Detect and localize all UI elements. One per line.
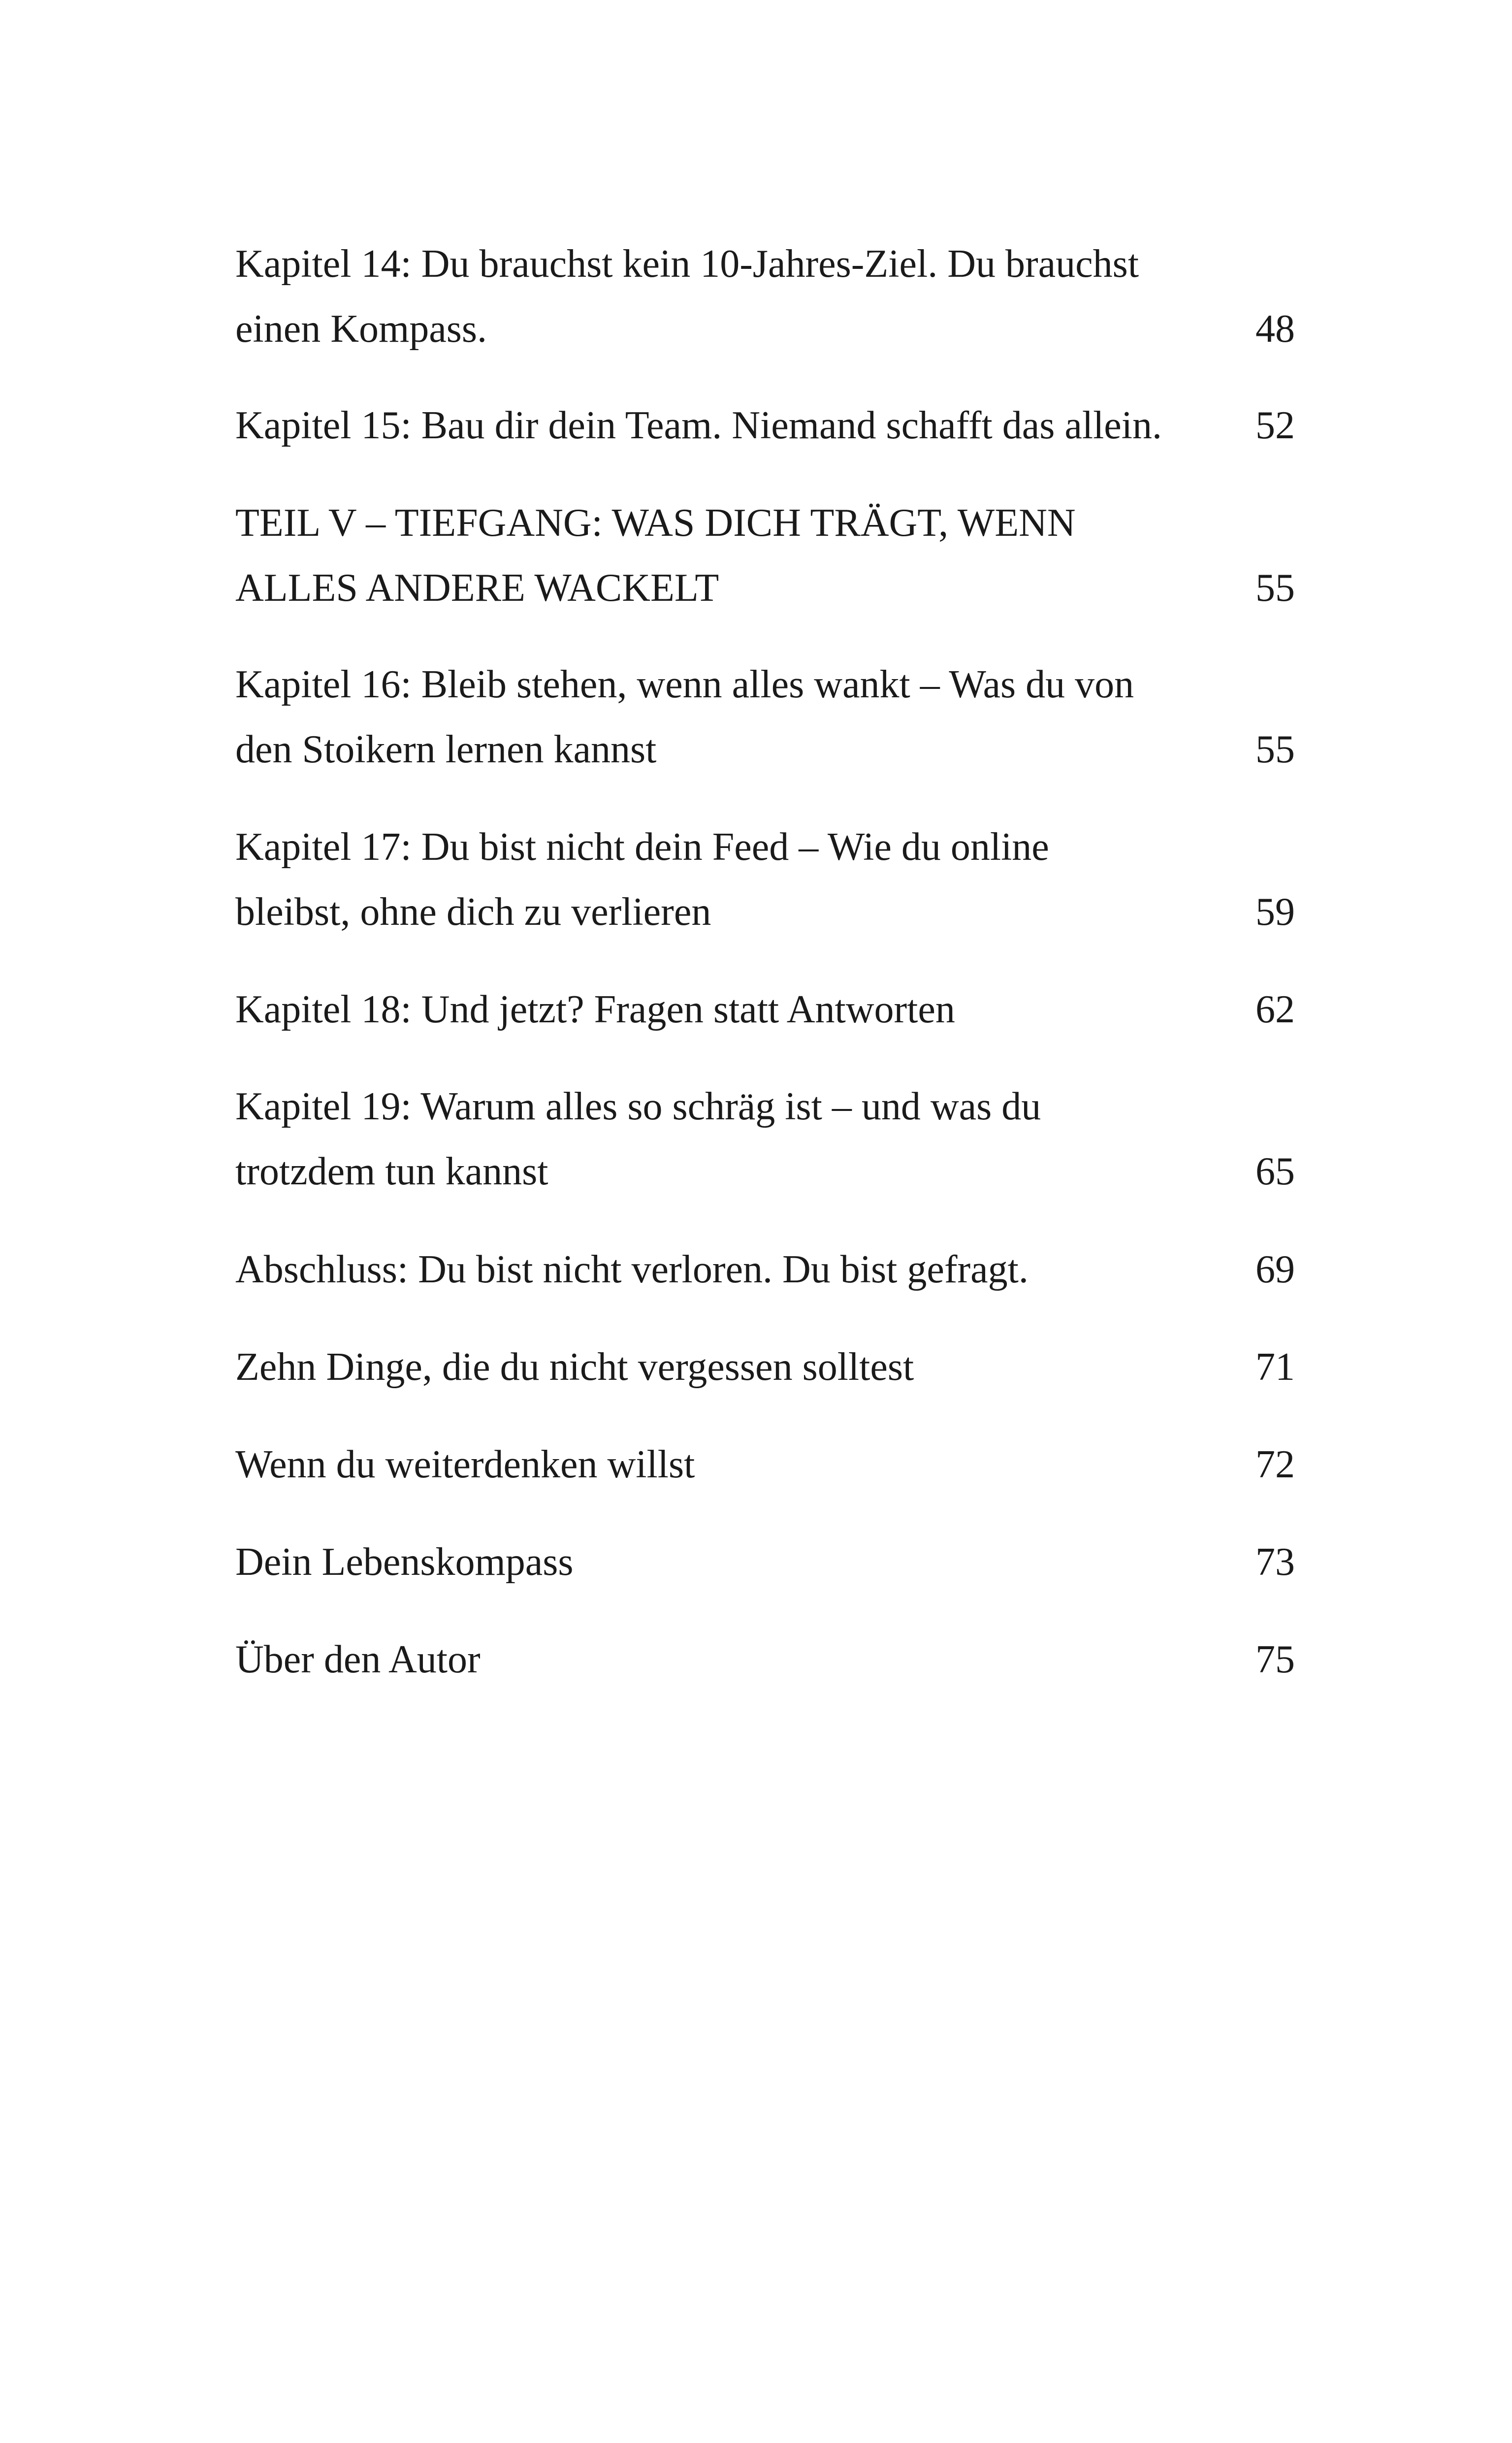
toc-entry-title: TEIL V – TIEFGANG: WAS DICH TRÄGT, WENN ALLES ANDERE WACKELT [235,501,1076,610]
toc-entry-title: Dein Lebenskompass [235,1540,574,1584]
toc-entry-title: Über den Autor [235,1638,481,1681]
toc-entry-title: Kapitel 18: Und jetzt? Fragen statt Antworten [235,988,955,1031]
toc-entry-kapitel-16[interactable] [235,652,1295,782]
toc-entry-kapitel-14[interactable] [235,231,1295,361]
toc-entry-page: 72 [1255,1443,1295,1486]
toc-entry-zehn-dinge[interactable] [235,1335,1295,1400]
toc-entry-kapitel-17[interactable] [235,814,1295,945]
toc-entry-page: 55 [1255,566,1295,610]
toc-entry-abschluss[interactable] [235,1237,1295,1302]
toc-entry-page: 75 [1255,1638,1295,1681]
toc-entry-ueber-den-autor[interactable] [235,1627,1295,1692]
toc-entry-title: Kapitel 15: Bau dir dein Team. Niemand schafft das allein. [235,404,1162,447]
toc-entry-page: 52 [1255,404,1295,447]
toc-entry-page: 65 [1255,1150,1295,1193]
toc-entry-title: Abschluss: Du bist nicht verloren. Du bist gefragt. [235,1248,1029,1291]
toc-entry-kapitel-19[interactable] [235,1074,1295,1204]
toc-entry-page: 55 [1255,728,1295,771]
toc-entry-kapitel-15[interactable] [235,393,1295,458]
toc-entry-title: Kapitel 14: Du brauchst kein 10-Jahres-Ziel. Du brauchst einen Kompass. [235,242,1139,351]
toc-entry-title: Kapitel 16: Bleib stehen, wenn alles wankt – Was du von den Stoikern lernen kannst [235,663,1134,771]
toc-entry-kapitel-18[interactable] [235,977,1295,1042]
toc-entry-page: 71 [1255,1345,1295,1389]
toc-entry-title: Wenn du weiterdenken willst [235,1443,695,1486]
toc-entry-page: 59 [1255,890,1295,934]
toc-entry-weiterdenken[interactable] [235,1432,1295,1497]
toc-entry-page: 48 [1255,307,1295,351]
toc-entry-title: Kapitel 17: Du bist nicht dein Feed – Wie du online bleibst, ohne dich zu verlieren [235,825,1049,934]
toc-entry-teil-v[interactable] [235,490,1295,620]
toc-entry-page: 73 [1255,1540,1295,1584]
toc-entry-page: 69 [1255,1248,1295,1291]
toc-entry-page: 62 [1255,988,1295,1031]
toc-entry-title: Zehn Dinge, die du nicht vergessen solltest [235,1345,914,1389]
toc-entry-title: Kapitel 19: Warum alles so schräg ist – und was du trotzdem tun kannst [235,1085,1041,1193]
toc-entry-lebenskompass[interactable] [235,1530,1295,1595]
